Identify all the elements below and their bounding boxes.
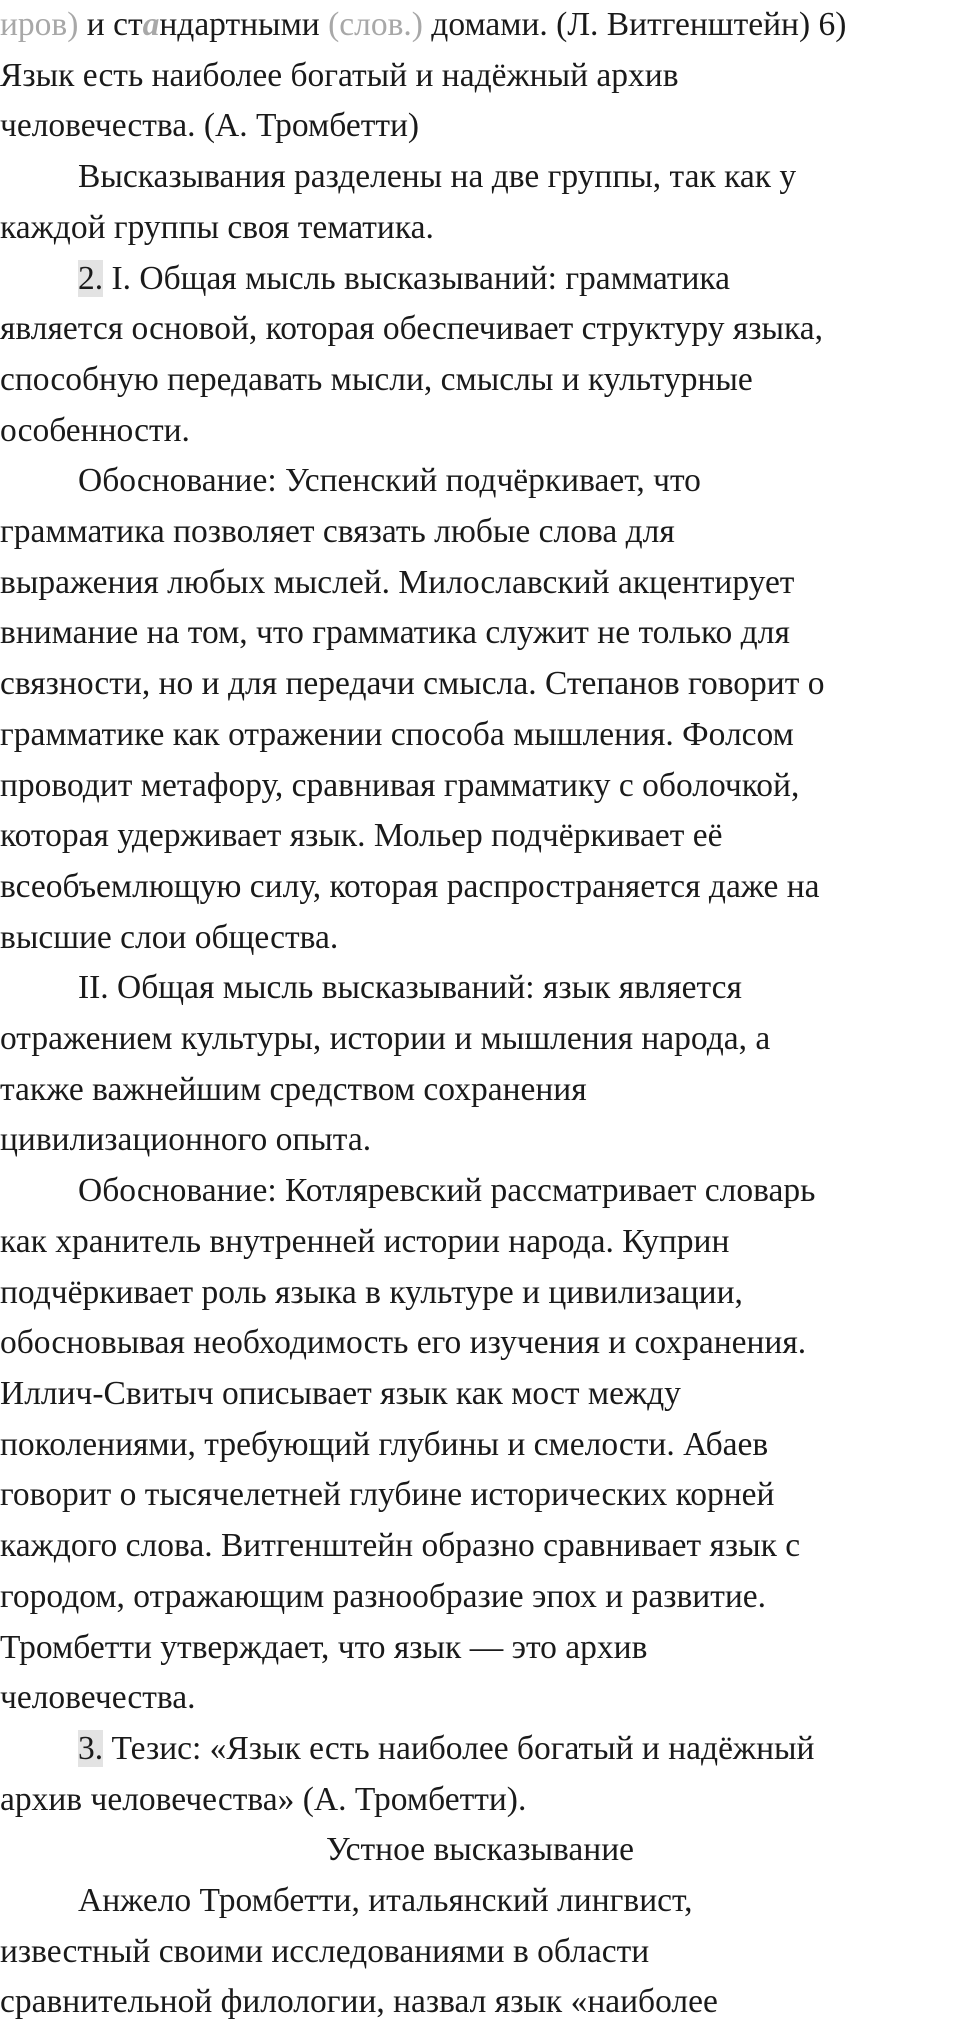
text-line: Обоснование: Успенский подчёркивает, что xyxy=(78,462,701,500)
text-line: Язык есть наиболее богатый и надёжный архив xyxy=(0,56,679,94)
item-number: 3. xyxy=(78,1729,104,1767)
text-line: которая удерживает язык. Мольер подчёркивает её xyxy=(0,817,723,855)
text-line: выражения любых мыслей. Милославский акцентирует xyxy=(0,563,795,601)
text-line: каждого слова. Витгенштейн образно сравнивает язык с xyxy=(0,1527,801,1565)
text-line: 3. Тезис: «Язык есть наиболее богатый и надёжный xyxy=(78,1729,815,1767)
text-line: способную передавать мысли, смыслы и культурные xyxy=(0,360,753,398)
text-line: каждой группы своя тематика. xyxy=(0,208,434,246)
text-line: городом, отражающим разнообразие эпох и развитие. xyxy=(0,1577,767,1615)
text-line: человечества. (А. Тромбетти) xyxy=(0,107,420,145)
text-line: также важнейшим средством сохранения xyxy=(0,1070,587,1108)
text-line: обосновывая необходимость его изучения и сохранения. xyxy=(0,1324,807,1362)
text-line: всеобъемлющую силу, которая распространяется даже на xyxy=(0,867,820,905)
text-line: грамматике как отражении способа мышления. Фолсом xyxy=(0,715,794,753)
text-line: связности, но и для передачи смысла. Степанов говорит о xyxy=(0,665,825,703)
text-line: говорит о тысячелетней глубине исторических корней xyxy=(0,1476,775,1514)
text-line: известный своими исследованиями в области xyxy=(0,1932,650,1970)
faded-text: иров) xyxy=(0,6,79,43)
text-line: Иллич-Свитыч описывает язык как мост между xyxy=(0,1374,681,1412)
faded-text: (слов.) xyxy=(328,6,423,43)
text-line: иров) и стандартными (слов.) домами. (Л. Витгенштейн) 6) xyxy=(0,6,847,43)
text-line: 2. I. Общая мысль высказываний: грамматика xyxy=(78,259,731,297)
item-number: 2. xyxy=(78,259,104,297)
text-line: грамматика позволяет связать любые слова для xyxy=(0,513,675,551)
text-line: высшие слои общества. xyxy=(0,918,339,956)
highlighted-letter: а xyxy=(142,6,160,43)
text-line: Высказывания разделены на две группы, так как у xyxy=(78,158,797,196)
text-line: Обоснование: Котляревский рассматривает словарь xyxy=(78,1172,816,1210)
text-line: поколениями, требующий глубины и смелости. Абаев xyxy=(0,1425,769,1463)
text-line: архив человечества» (А. Тромбетти). xyxy=(0,1780,527,1818)
text-line: Тромбетти утверждает, что язык — это архив xyxy=(0,1628,648,1666)
text-line: является основой, которая обеспечивает структуру языка, xyxy=(0,310,824,348)
text-line: цивилизационного опыта. xyxy=(0,1121,372,1159)
text-line: как хранитель внутренней истории народа. Куприн xyxy=(0,1222,730,1260)
text-line: сравнительной филологии, назвал язык «наиболее xyxy=(0,1983,718,2021)
text-line: подчёркивает роль языка в культуре и цивилизации, xyxy=(0,1273,743,1311)
text-line: внимание на том, что грамматика служит не только для xyxy=(0,614,790,652)
text-line: человечества. xyxy=(0,1679,196,1717)
text-line: II. Общая мысль высказываний: язык является xyxy=(78,969,742,1007)
text-line: Анжело Тромбетти, итальянский лингвист, xyxy=(78,1882,693,1920)
text-line: отражением культуры, истории и мышления народа, а xyxy=(0,1020,771,1058)
text-line: проводит метафору, сравнивая грамматику с оболочкой, xyxy=(0,766,800,804)
section-heading: Устное высказывание xyxy=(325,1831,635,1869)
text-line: особенности. xyxy=(0,411,190,449)
